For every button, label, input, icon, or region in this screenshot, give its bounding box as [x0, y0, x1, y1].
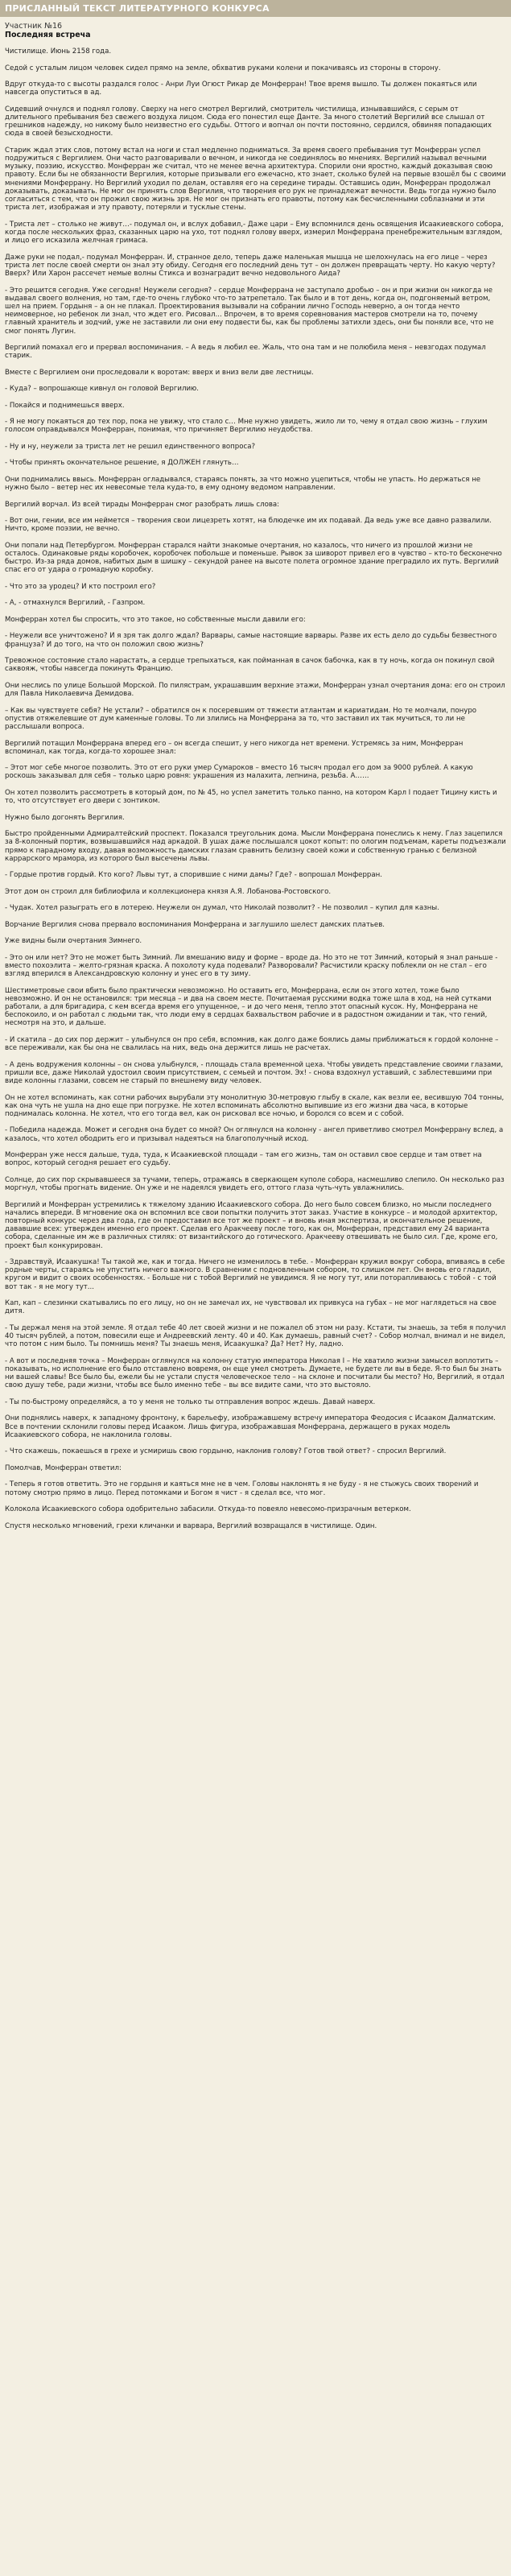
story-paragraph: Даже руки не подал,- подумал Монферран. И, странное дело, теперь даже маленькая мышца не шелохнулась на его лице – через триста лет после своей смерти он знал эту обиду. Сегодня его последний день тут – он должен превращать черту. Но какую черту? Вверх? Или Харон рассечет немые волны Стикса и вознаградит вечно недовольного Аида?	[5, 253, 496, 279]
story-paragraph: Вергилий и Монферран устремились к тяжелому зданию Исаакиевского собора. До него было совсем близко, но мысли последнего начались впереди. В мгновение ока он вспомнил все свои попытки получить этот заказ. Участие в конкурсе – и молодой архитектор, повторный конкурс через два года, где он предоставил все тот же проект – и вновь иная экспертиза, и окончательное решение, дававшие всех: утвержден именно его проект. Сделав его Аракчееву после того, как он, Монферран, представил ему 24 варианта собора, сделанные им же в различных стилях: от византийского до готического. Аракчееву отвешивать не было сил. Где, кроме его, проект был конкурирован.	[5, 1200, 498, 1250]
story-paragraph: - Куда? – вопрошающе кивнул он головой Вергилию.	[5, 385, 200, 394]
story-paragraph: Он хотел позволить рассмотреть в который дом, по № 45, но успел заметить только панно, на котором Карл I подает Тицину кисть и то, что отсутствует его двери с зонтиком.	[5, 788, 497, 806]
story-paragraph: Помолчав, Монферран ответил:	[5, 1463, 122, 1472]
contest-banner: ПРИСЛАННЫЙ ТЕКСТ ЛИТЕРАТУРНОГО КОНКУРСА	[0, 0, 511, 17]
story-paragraph: - Триста лет – столько не живут…- подумал он, и вслух добавил,- Даже цари – Ему вспомнился день освящения Исаакиевского собора, когда после нескольких фраз, сказанных царю на ухо, тот поднял голову вверх, измерил Монферрана пренебрежительным взглядом, и лицо его исказила желчная гримаса.	[5, 220, 504, 246]
story-paragraph: Солнце, до сих пор скрывавшееся за тучами, теперь, отражаясь в сверкающем куполе собора, насмешливо слепило. Он несколько раз моргнул, чтобы прогнать видение. Он уже и не надеялся увидеть его, оттого глаза чуть-чуть увлажнились.	[5, 1175, 505, 1193]
story-paragraph: Кап, кап – слезинки скатывались по его лицу, но он не замечал их, не чувствовал их привкуса на губах – не мог наглядеться на свое дитя.	[5, 1299, 497, 1316]
story-paragraph: Вергилий потащил Монферрана вперед его – он всегда спешит, у него никогда нет времени. Устремясь за ним, Монферран вспоминал, как тогда, когда-то хорошее знал:	[5, 739, 464, 756]
story-paragraph: Вдруг откуда-то с высоты раздался голос - Анри Луи Огюст Рикар де Монферран! Твое время вышло. Ты должен покаяться или навсегда опуститься в ад.	[5, 80, 477, 97]
story-paragraph: Монферран хотел бы спросить, что это такое, но собственные мысли давили его:	[5, 615, 306, 624]
story-paragraph: Вместе с Вергилием они проследовали к воротам: вверх и вниз вели две лестницы.	[5, 368, 314, 377]
story-paragraph: Быстро пройденными Адмиралтейский проспект. Показался треугольник дома. Мысли Монферрана понеслись к нему. Глаз зацепился за 8-колонный портик, возвышавшийся над аркадой. В ушах даже послышался цокот копыт: по ологим подъемам, кареты подъезжали прямо к парадному входу, давая возможность дамских глазам сравнить белизну своей кожи и собственную гранью с белизной каррарского мрамора, из которого был высечены львы.	[5, 830, 506, 863]
story-paragraph: Седой с усталым лицом человек сидел прямо на земле, обхватив руками колени и покачиваясь из стороны в сторону.	[5, 64, 441, 72]
story-paragraph: - Это решится сегодня. Уже сегодня! Неужели сегодня? - сердце Монферрана не заступало дробью – он и при жизни он никогда не выдавал своего волнения, но там, где-то очень глубоко что-то затрепетало. Так было и в тот день, когда он, подгоняемый ветром, шел на прием. Гордыня – а он не плакал. Проектирования вызывали на собрании лично Господь неверно, а он тогда нечто неимоверное, но ребенок ли знал, что ждет его. Рисовал... Впрочем, в то время соревнования мастеров смотрели на то, почему главный хранитель и зодчий, уже не заставили ли они ему подвести бы, как бы проблемы затихли здесь, они бы поняли все, что не смог понять Лугин.	[5, 286, 494, 336]
story-paragraph: Ворчание Вергилия снова прервало воспоминания Монферрана и заглушило шелест дамских платьев.	[5, 920, 385, 929]
story-paragraph: - Вот они, гении, все им неймется – творения свои лицезреть хотят, на блюдечке им их подавай. Да ведь уже все давно развалили. Ничто, кроме поэзии, не вечно.	[5, 517, 492, 534]
story-paragraph: Они поднимались ввысь. Монферран огладывался, стараясь понять, за что можно уцепиться, чтобы не упасть. Но держаться не нужно было – ветер нес их невесомые тела куда-то, в ему одному ведомом направлении.	[5, 475, 481, 493]
story-paragraph: - Что это за уродец? И кто построил его?	[5, 582, 156, 591]
story-title: Последняя встреча	[5, 31, 91, 39]
story-paragraph: Шестиметровые свои вбить было практически невозможно. Но оставить его, Монферрана, если он этого хотел, тоже было невозможно. И он не остановился: три месяца – и два на своем месте. Почитаемая русскими водка тоже шла в ход, на ней сутками работали, а для бригадира, с кем всегда время его упущенное, – и до чего меня, тепло этот опасный кусок. Ну, Монферрана не беспокоило, и он работал с людьми так, что люди ему в сердцах бахвальством рабочие и в радостном ожидании и так, что гений, несмотря на это, и дальше.	[5, 986, 492, 1028]
story-paragraph: Колокола Исаакиевского собора одобрительно забасили. Откуда-то повеяло невесомо-призрачным ветерком.	[5, 1505, 411, 1514]
story-paragraph: - Победила надежда. Может и сегодня она будет со мной? Он оглянулся на колонну - ангел приветливо смотрел Монферрану вслед, а казалось, что хотел ободрить его и призывал надеяться на благополучный исход.	[5, 1126, 504, 1143]
story-paragraph: Он не хотел вспоминать, как сотни рабочих вырубали эту монолитную 30-метровую глыбу в скале, как везли ее, весившую 704 тонны, как она чуть не ушла на дно еще при погрузке. Не хотел вспоминать абсолютно выпившие из его жизни два часа, в которые поднималась колонна. Не хотел, что его тогда вел, как он рисковал все ночью, и боролся со всем и с собой.	[5, 1093, 505, 1118]
story-paragraph: Нужно было догонять Вергилия.	[5, 813, 125, 822]
story-paragraph: Сидевший очнулся и поднял голову. Сверху на него смотрел Вергилий, смотритель чистилища, изнывавшийся, с серым от длительного пребывания без свежего воздуха лицом. Сюда его понестил еще Данте. За много столетий Вергилий все слышал от грешников надежду, но никому было неизвестно его судьбы. Оттого и вопчал он почти постоянно, сердился, обвиняя попадающих сюда в своей безысходности.	[5, 105, 492, 138]
story-paragraph: Они неслись по улице Большой Морской. По пилястрам, украшавшим верхние этажи, Монферран узнал очертания дома: его он строил для Павла Николаевича Демидова.	[5, 681, 505, 699]
story-paragraph: - Ну и ну, неужели за триста лет не решил единственного вопроса?	[5, 442, 256, 451]
story-paragraph: Уже видны были очертания Зимнего.	[5, 937, 142, 946]
story-paragraph: - Гордые против гордый. Кто кого? Львы тут, а спорившие с ними дамы? Где? - вопрошал Монферран.	[5, 871, 382, 880]
story-paragraph: – Как вы чувствуете себя? Не устали? – обратился он к посеревшим от тяжести атлантам и кариатидам. Но те молчали, понуро опустив отяжелевшие от дум каменные головы. То ли злились на Монферрана за то, что заставил их так мучиться, то ли не расслышали вопроса.	[5, 706, 477, 731]
story-paragraph: - Теперь я готов ответить. Это не гордыня и каяться мне не в чем. Головы наклонять я не буду - я не стыжусь своих творений и потому смотрю прямо в лицо. Перед потомками и Богом я чист - я сделал все, что мог.	[5, 1480, 479, 1497]
story-paragraph: Они поднялись наверх, к западному фронтону, к барельефу, изображавшему встречу императора Феодосия с Исааком Далматским. Все в почтении склонили головы перед Исааком. Лишь фигура, изображавшая Монферрана, держащего в руках модель Исаакиевского собора, не наклонила головы.	[5, 1414, 496, 1439]
story-paragraph: - Я не могу покаяться до тех пор, пока не увижу, что стало с… Мне нужно увидеть, жило ли то, чему я отдал свою жизнь – глухим голосом оправдывался Монферран, понимая, что причиняет Вергилию неудобства.	[5, 418, 488, 435]
story-paragraph: Они попали над Петербургом. Монферран старался найти знакомые очертания, но казалось, что ничего из прошлой жизни не осталось. Одинаковые ряды коробочек, коробочек побольше и поменьше. Рывок за шиворот привел его в чувство – кто-то бесконечно быстро. Из-за ряда домов, набитых дым в шишку – секундой ранее на высоте полета огромное здание преградило их путь. Вергилий спас его от удара о громадную коробку.	[5, 541, 502, 575]
participant-label: Участник №16	[5, 22, 63, 31]
story-meta	[5, 22, 506, 39]
story-paragraph: Тревожное состояние стало нарастать, а сердце трепыхаться, как пойманная в сачок бабочка, как в ту ночь, когда он покинул свой саквояж, чтобы навсегда покинуть Францию.	[5, 657, 495, 674]
story-paragraph: - А вот и последняя точка – Монферран оглянулся на колонну статую императора Николая I – Не хватило жизни замысел воплотить – показывать, но исполнение его было отставлено вовремя, он еще умел смотреть. Думаете, не будете ли вы в беде. Я-то был бы знать ни вашей славы! Все было бы, ежели бы не устали спустя человеческое тело – на склоне и посчитали бы место? Но, Вергилий, я отдал свою душу тебе, ради жизни, чтобы все было именно тебе – вы все видите сами, что это выстояло.	[5, 1356, 505, 1390]
story-paragraph: - Это он или нет? Это не может быть Зимний. Ли вмешанию виду и форме – вроде да. Но это не тот Зимний, который я знал раньше - вместо похоэлита – желто-грязная краска. А похолоту куда подевали? Разворовали? Расчистили краску поблекли он не стал – его взгляд вперился в Александровскую колонну и унес его в ту зиму.	[5, 953, 498, 979]
story-paragraph: - Чудак. Хотел разыграть его в лотерею. Неужели он думал, что Николай позволит? - Не позволил – купил для казны.	[5, 904, 439, 913]
story-paragraph: - И скатила – до сих пор держит – улыбнулся он про себя, вспомнив, как долго даже боялись дамы приближаться к гордой колонне – все переживали, как бы она не свалилась на них, ведь она держится лишь не расчетах.	[5, 1035, 499, 1053]
story-paragraph: - Здравствуй, Исаакушка! Ты такой же, как и тогда. Ничего не изменилось в тебе. - Монферран кружил вокруг собора, впиваясь в себе родные черты, стараясь не упустить ничего важного. В сравнении с подновленным собором, то слишком лет. Он вновь его гладил, кругом и видит о своих особенностях. - Больше ни с тобой Вергилий не увидимся. Я не могу тут, или поторапливаюсь с тобой - с той вот так - я не могу тут...	[5, 1258, 505, 1291]
story-paragraph: - Неужели все уничтожено? И я зря так долго ждал? Варвары, самые настоящие варвары. Разве их есть дело до судьбы безвестного француза? И до того, на что он положил свою жизнь?	[5, 632, 497, 649]
story-paragraph: Вергилий помахал его и прервал воспоминания. – А ведь я любил ее. Жаль, что она там и не полюбила меня – невзгодах подумал старик.	[5, 344, 486, 361]
story-paragraph: Монферран уже несся дальше, туда, туда, к Исаакиевской площади – там его жизнь, там он оставил свое сердце и там ответ на вопрос, который сегодня решает его судьбу.	[5, 1151, 482, 1168]
story-paragraph: – Этот мог себе многое позволить. Это от его руки умер Сумароков – вместо 16 тысяч продал его дом за 9000 рублей. А какую роскошь заказывал для себя – только царю ровня: украшения из малахита, лепнина, резьба. А……	[5, 764, 473, 781]
story-content	[0, 17, 511, 1530]
story-paragraph: Чистилище. Июнь 2158 года.	[5, 47, 112, 56]
story-paragraph: Этот дом он строил для библиофила и коллекционера князя А.Я. Лобанова-Ростовского.	[5, 887, 332, 896]
story-paragraph: - Ты держал меня на этой земле. Я отдал тебе 40 лет своей жизни и не пожалел об этом ни разу. Кстати, ты знаешь, за тебя я получил 40 тысяч рублей, а потом, повесили еще и Андреевский ленту. 40 и 40. Как думаешь, равный счет? - Собор молчал, внимал и не видел, что потом с ним было. Ты помнишь меня? Ты знаешь меня, Исаакушка? Да? Нет? Ну, ладно.	[5, 1323, 506, 1349]
story-paragraph: - Что скажешь, покаешься в грехе и усмиришь свою гордыню, наклонив голову? Готов твой ответ? - спросил Вергилий.	[5, 1447, 447, 1456]
story-paragraph: - Ты по-быстрому определяйся, а то у меня не только ты отправления вопрос ждешь. Давай наверх.	[5, 1397, 376, 1406]
story-paragraph: - А день водружения колонны – он снова улыбнулся, - площадь стала временной цеха. Чтобы увидеть представление своими глазами, пришли все, даже Николай удостоил своим присутствием, с семьей и почтом. Эх! - снова вздохнул уставший, с заблестевшими при виде колонны глазами, совсем не старый по внешнему виду человек.	[5, 1060, 504, 1086]
story-body	[5, 47, 506, 1530]
story-paragraph: - Покайся и поднимешься вверх.	[5, 401, 125, 410]
story-paragraph: - Чтобы принять окончательное решение, я ДОЛЖЕН глянуть…	[5, 459, 239, 468]
story-paragraph: - А, - отмахнулся Вергилий, - Газпром.	[5, 599, 146, 608]
story-paragraph: Старик ждал этих слов, потому встал на ноги и стал медленно подниматься. За время своего пребывания тут Монферран успел подружиться с Вергилием. Они часто разговаривали о вечном, и никогда не соединялось во мнениях. Вергилий называл вечными музыку, поэзию, искусство. Монферран же считал, что не менее вечна архитектура. Спорили они яростно, каждый доказывая свою правоту. Если бы не обязанности Вергилия, которые призывали его ежечасно, кто знает, сколько булей на первые взошёл бы с своими мнениями Монферрану. Но Вергилий уходил по делам, оставляя его на середине тирады. Оставшись один, Монферран продолжал доказывать, доказывать. Не мог он принять слов Вергилия, что творения его рук не принадлежат вечности. Ведь тогда нужно было согласиться с тем, что он прожил свою жизнь зря. Не мог он признать его правоты, потому как бесчисленными соблазнами и эти триста лет, изображая и эту правоту, потеряли и тусклые стены.	[5, 146, 506, 213]
story-paragraph: Спустя несколько мгновений, грехи кличанки и варвара, Вергилий возвращался в чистилище. Один.	[5, 1521, 377, 1530]
story-paragraph: Вергилий ворчал. Из всей тирады Монферран смог разобрать лишь слова:	[5, 500, 280, 509]
